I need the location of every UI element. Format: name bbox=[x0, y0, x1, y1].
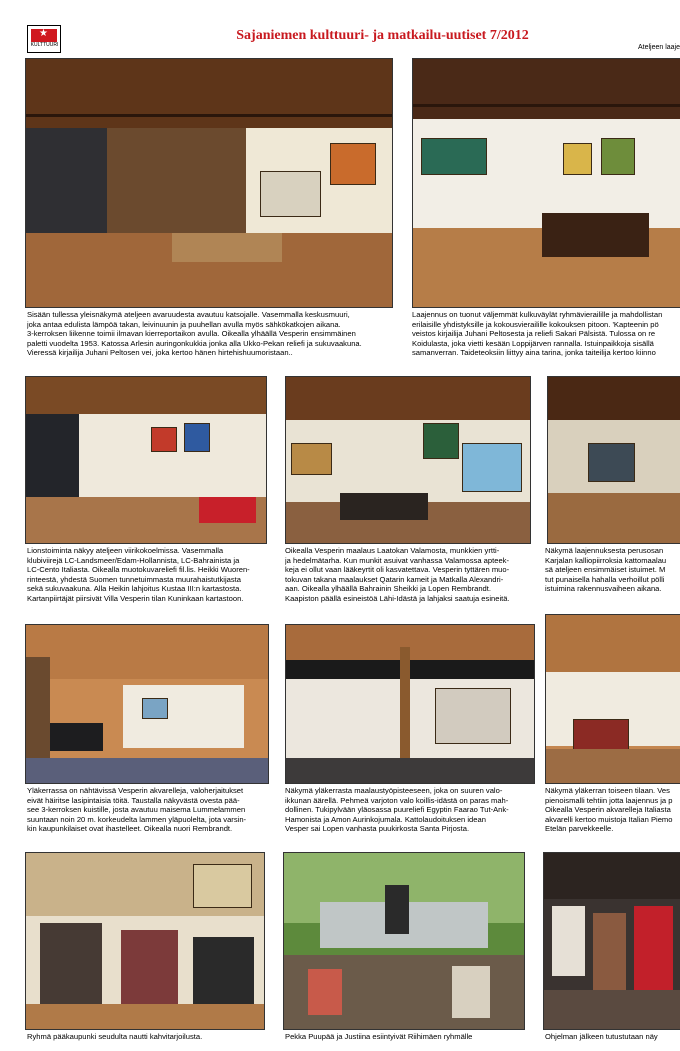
photo-upper-other bbox=[545, 614, 680, 784]
photo-tour bbox=[543, 852, 680, 1030]
photo-extension-view bbox=[547, 376, 680, 544]
corner-note: Ateljeen laaje bbox=[637, 44, 680, 51]
caption-valamo-painting: Oikealla Vesperin maalaus Laatokan Valamosta, munkkien yrtti- ja hedelmätarha. Kun munkit asuivat vanhassa Valamossa apteek- keja ei ollut vaan lääkeyrtit oli kasvatettava. Vesperin tyttären muo- tokuvan takana maalaukset Qatarin kameit ja Matkalla Alexandri- aan. Oikealla ylhäällä Bahrainin Sheikki ja Lopen Rembrandt. Kaapiston päällä esineistöä Lähi-Idästä ja lahjaksi saatuja esineitä. bbox=[285, 546, 510, 603]
photo-upper-window bbox=[285, 624, 535, 784]
star-icon: ★ bbox=[39, 28, 48, 39]
caption-extension-room: Laajennus on tuonut väljemmät kulkuväylät ryhmävierailille ja mahdollistan erilaisille yhdistyksille ja kokousvierailille kokouksen pitoon. 'Kapteenin pö veistos kirjailija Juhani Peltosesta ja reliefi Sakari Pälsistä. Tulossa on re Koidulasta, joka vietti kesään Loppijärven rannalla. Istuinpaikkoja sisällä samanverran. Taideteoksiin liittyy aina tarina, jonka taiteilija kertoo kiinno bbox=[412, 310, 663, 358]
page-title: Sajaniemen kulttuuri- ja matkailu-uutiset 7/2012 bbox=[236, 28, 529, 43]
photo-riihimaki-stage bbox=[283, 852, 525, 1030]
logo-text: KULTTUURI bbox=[30, 42, 59, 48]
caption-riihimaki-stage: Pekka Puupää ja Justiina esiintyivät Riihimäen ryhmälle bbox=[285, 1032, 473, 1041]
caption-upper-other: Näkymä yläkerran toiseen tilaan. Ves pienoismalli tehtiin jotta laajennus ja p Oikealla Vesperin akvarelleja Italiasta akvarelli kertoo muistoja Italian Piemo Etelän parvekkeelle. bbox=[545, 786, 673, 834]
photo-upper-floor bbox=[25, 624, 269, 784]
caption-extension-view: Näkymä laajennuksesta perusosan Karjalan kalliopiirroksia kattomaalau sä ateljeen ensimmäiset istuimet. M tut punaisella hahalla verhoillut pölli istuimina rakennusvaiheen aikana. bbox=[545, 546, 667, 594]
photo-coffee-group bbox=[25, 852, 265, 1030]
caption-upper-floor: Yläkerrassa on nähtävissä Vesperin akvarelleja, valoherjaitukset eivät häiritse lasipintaisia töitä. Taustalla näkyvästä ovesta pää- see 3-kerroksen kuistille, josta avautuu maisema Lummelammen suuntaan noin 20 m. korkeudelta lammen yläpuolelta, jota varsin- kin kaupunkilaiset ovat ihastelleet. Oikealla nuori Rembrandt. bbox=[27, 786, 247, 834]
photo-extension-room bbox=[412, 58, 680, 308]
photo-lions-wall bbox=[25, 376, 267, 544]
caption-atelier-overview: Sisään tullessa yleisnäkymä ateljeen avaruudesta avautuu katsojalle. Vasemmalla keskusmuuri, joka antaa edulista lämpöä takan, leivinuunin ja puuhellan avulla myös sähkökatkojen aikana. 3-kerroksen liikenne toimii ilmavan kierreportaikon avulla. Oikealla ylhäällä Vesperin ensimmäinen paletti vuodelta 1953. Katossa Arlesin auringonkukkia jonka alla Ukko-Pekan reliefi ja sukuvaakuna. Vieressä kirjailija Juhani Peltosen vei, joka kertoo hänen hirtehishuumoristaan.. bbox=[27, 310, 362, 358]
caption-upper-window: Näkymä yläkerrasta maalaustyöpisteeseen, joka on suuren valo- ikkunan äärellä. Pehmeä varjoton valo koillis-idästä on paras mah- dollinen. Tukipylvään yläosassa puureliefi Egyptin Faarao Tut-Ank- Hamonista ja Amon Aurinkojumala. Kattolaudoituksen idean Vesper sai Lopen vanhasta puukirkosta Santa Pirjosta. bbox=[285, 786, 509, 834]
photo-atelier-overview bbox=[25, 58, 393, 308]
photo-valamo-painting bbox=[285, 376, 531, 544]
caption-coffee-group: Ryhmä pääkaupunki seudulta nautti kahvitarjoilusta. bbox=[27, 1032, 203, 1041]
caption-lions-wall: Lionstoiminta näkyy ateljeen viirikokoelmissa. Vasemmalla klubiviirejä LC-Landsmeer/Edam-Hollannista, LC-Bahrainista ja LC-Cento Italiasta. Oikealla muotokuvareliefi fil.lis. Heikki Wuoren- rinteestä, yhdestä Suomen tunnetuimmasta muurahaistutkijasta sekä sukuvaakuna. Alla Heikin lahjoitus Kustaa III:n kartastosta. Kartanpiirtäjät piirsivät Villa Vesperin tilan Kuninkaan kartastoon. bbox=[27, 546, 250, 603]
caption-tour: Ohjelman jälkeen tutustutaan näy bbox=[545, 1032, 658, 1041]
